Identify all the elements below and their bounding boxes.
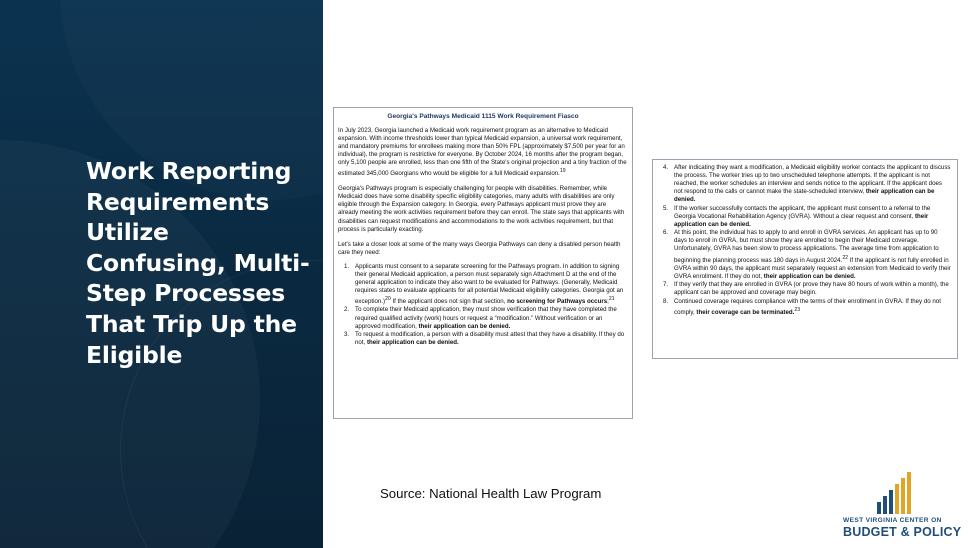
list-item: 1. Applicants must consent to a separate screening for the Pathways program. In addition to signing their general Medicaid application, a person must separately sign Attachment D at the end of the general application to indicate they also want to be evaluated for Pathways. (Generally, Medicaid requires states to evaluate applicants for all potential Medicaid eligibility categories. Georgia got an exception.)$^{20}$ If the applicant does not sign that section, no screening for Pathways occurs;$^{21}$ bbox=[344, 262, 624, 305]
list-item: 6. At this point, the individual has to apply to and enroll in GVRA services. An applicant has up to 90 days to enroll in GVRA, but must show they are enrolled to begin their Medicaid coverage. Unfortunately, GVRA has been slow to process applications. The average time from application to beginning the planning process was 180 days in August 2024.22 If the applicant is not fully enrolled in GVRA within 90 days, the applicant must separately request an extension from Medicaid to verify their GVRA enrollment. If they do not, their application can be denied. bbox=[663, 229, 951, 280]
logo-text-line2: BUDGET & POLICY bbox=[843, 525, 962, 539]
footnote-ref: 20 bbox=[385, 295, 391, 302]
wvcbp-logo bbox=[843, 472, 963, 544]
list-item: 8. Continued coverage requires compliance with the terms of their enrollment in GVRA. If they do not comply, their coverage can be terminated.$^{23}$ bbox=[663, 297, 941, 316]
bar-chart-icon bbox=[877, 472, 927, 514]
list-item: 7. If they verify that they are enrolled in GVRA (or prove they have 80 hours of work within a month), the applicant can be approved and coverage may begin. bbox=[663, 281, 949, 297]
logo-text-line1: WEST VIRGINIA CENTER ON bbox=[843, 517, 942, 524]
document-excerpt-pathways bbox=[333, 107, 633, 419]
footnote-ref: 19 bbox=[559, 168, 566, 175]
slide-title: Work Reporting Requirements Utilize Confusing, Multi-Step Processes That Trip Up the Eligible bbox=[86, 157, 310, 369]
paragraph-lead-in: Let's take a closer look at some of the many ways Georgia Pathways can deny a disabled person health care they need: bbox=[338, 240, 621, 256]
title-panel bbox=[0, 0, 323, 548]
steps-list bbox=[338, 263, 628, 348]
list-item: 4. After indicating they want a modification, a Medicaid eligibility worker contacts the applicant to discuss the process. The worker tries up to two unscheduled telephone attempts. If the applicant is not reached, the worker schedules an interview and sends notice to the applicant. If the applicant does not respond to the calls or cannot make the state-scheduled interview, their application can be denied. bbox=[663, 164, 951, 204]
source-citation: Source: National Health Law Program bbox=[380, 486, 602, 501]
document-excerpt-steps-continued bbox=[652, 159, 958, 359]
document-title: Georgia's Pathways Medicaid 1115 Work Requirement Fiasco bbox=[387, 113, 579, 120]
footnote-ref: 22 bbox=[842, 254, 848, 261]
paragraph-disabilities: Georgia's Pathways program is especially challenging for people with disabilities. Remember, while Medicaid does have some disability specific eligibility categories, many adults with disabilities are only eligible through the Expansion category. In Georgia, every Pathways applicant must prove they are already meeting the work activities requirement before they can enroll. The state says that applicants with disabilities can request modifications and accommodations to the work activities requirement, but that process is particularly exacting. bbox=[338, 185, 625, 233]
footnote-ref: 23 bbox=[794, 306, 801, 313]
paragraph-intro: In July 2023, Georgia launched a Medicaid work requirement program as an alternative to Medicaid expansion. With income thresholds lower than typical Medicaid expansion, a universal work requirement, and mandatory premiums for enrollees making more than 50% FPL (approximately $7,500 per year for an individual), the program is restrictive for everyone. By October 2024, 16 months after the program began, only 5,100 people are enrolled, less than one fifth of the State's original projection and a tiny fraction of the estimated 345,000 Georgians who would be eligible for a full Medicaid expansion.$^{19}$ bbox=[338, 127, 627, 178]
list-item: 2. To complete their Medicaid application, they must show verification that they have completed the required qualified activity (work) hours or request a “modification.” Without verification or an approved modification, their application can be denied. bbox=[344, 306, 617, 330]
list-item: 3. To request a modification, a person with a disability must attest that they have a disability. If they do not, their application can be denied. bbox=[344, 331, 625, 347]
list-item: 5. If the worker successfully contacts the applicant, the applicant must consent to a referral to the Georgia Vocational Rehabilitation Agency (GVRA). Without a clear request and consent, their application can be denied. bbox=[663, 204, 931, 228]
steps-list bbox=[657, 164, 951, 317]
footnote-ref: 21 bbox=[608, 295, 615, 302]
